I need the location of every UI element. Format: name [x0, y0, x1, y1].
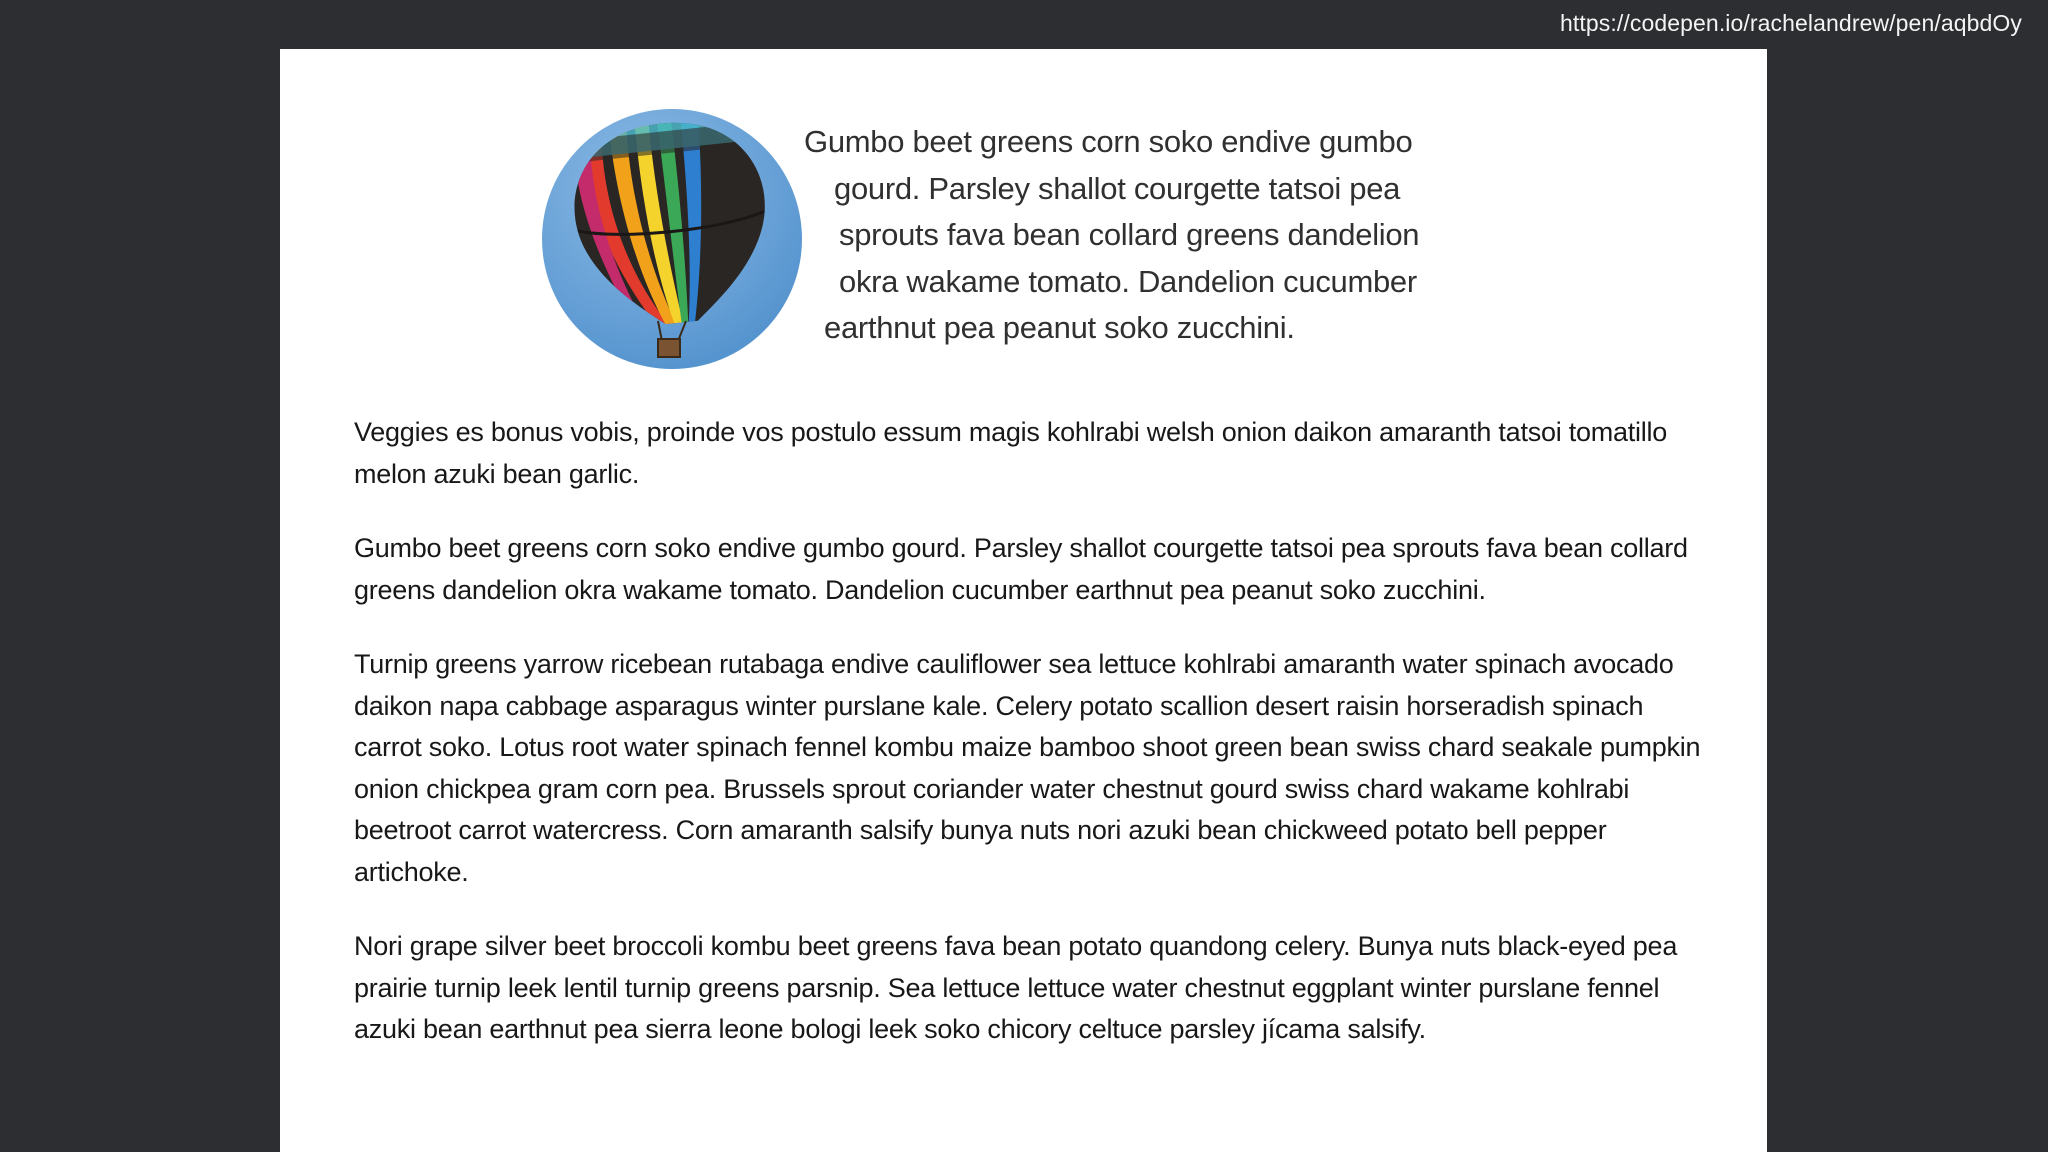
hero-line: okra wakame tomato. Dandelion cucumber: [839, 263, 1417, 299]
hero-line: sprouts fava bean collard greens dandelion: [839, 217, 1420, 252]
article-paragraph: Veggies es bonus vobis, proinde vos postulo essum magis kohlrabi welsh onion daikon amaranth tatsoi tomatillo melon azuki bean garlic.: [354, 417, 1668, 489]
article-paragraph: Turnip greens yarrow ricebean rutabaga endive cauliflower sea lettuce kohlrabi amaranth water spinach avocado daikon napa cabbage asparagus winter purslane kale. Celery potato scallion desert raisin horseradish spinach carrot soko. Lotus root water spinach fennel kombu maize bamboo shoot green bean swiss chard seakale pumpkin onion chickpea gram corn pea. Brussels sprout coriander water chestnut gourd swiss chard wakame kohlrabi beetroot carrot watercress. Corn amaranth salsify bunya nuts nori azuki bean chickweed potato bell pepper artichoke.: [354, 649, 1701, 887]
article-body: [354, 412, 1704, 1084]
hero-section: [542, 109, 1420, 379]
hot-air-balloon-image: [542, 109, 802, 369]
hero-line: Gumbo beet greens corn soko endive gumbo: [804, 124, 1413, 159]
article-paragraph: Nori grape silver beet broccoli kombu beet greens fava bean potato quandong celery. Bunya nuts black-eyed pea prairie turnip leek lentil turnip greens parsnip. Sea lettuce lettuce water chestnut eggplant winter purslane fennel azuki bean earthnut pea sierra leone bologi leek soko chicory celtuce parsley jícama salsify.: [354, 931, 1678, 1044]
hero-paragraph: [804, 119, 1464, 352]
demo-page: [280, 49, 1767, 1152]
codepen-url-label: https://codepen.io/rachelandrew/pen/aqbdOy: [1560, 10, 2022, 36]
hero-line: earthnut pea peanut soko zucchini.: [824, 310, 1295, 345]
article-paragraph: Gumbo beet greens corn soko endive gumbo gourd. Parsley shallot courgette tatsoi pea sprouts fava bean collard greens dandelion okra wakame tomato. Dandelion cucumber earthnut pea peanut soko zucchini.: [354, 533, 1688, 605]
hero-line: gourd. Parsley shallot courgette tatsoi pea: [834, 170, 1401, 206]
